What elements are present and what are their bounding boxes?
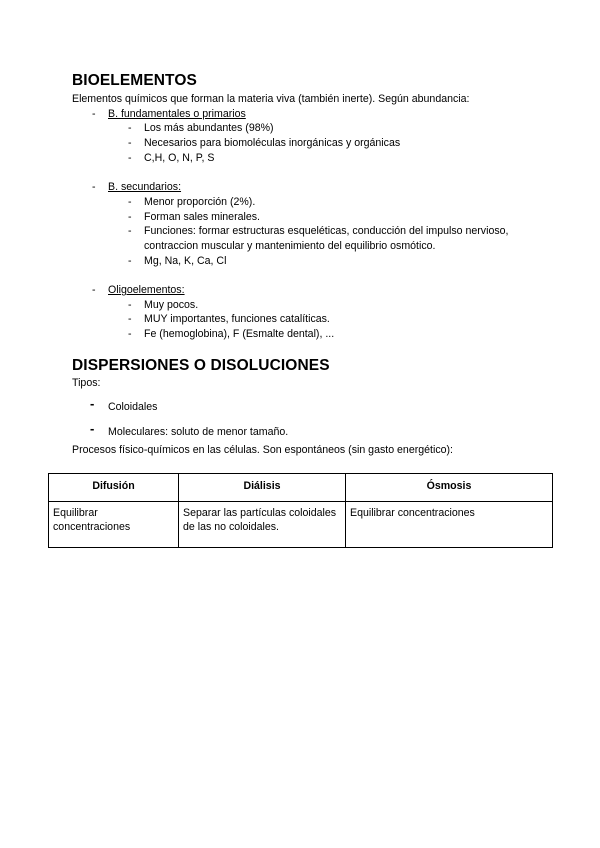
list-item: C,H, O, N, P, S bbox=[144, 152, 215, 164]
list-item: Los más abundantes (98%) bbox=[144, 122, 274, 134]
list-item: Forman sales minerales. bbox=[144, 211, 260, 223]
section-title-dispersiones: DISPERSIONES O DISOLUCIONES bbox=[72, 357, 330, 374]
tipo-item: Coloidales bbox=[108, 401, 158, 413]
table-cell-difusion: Equilibrar concentraciones bbox=[49, 502, 179, 548]
table-cell-dialisis: Separar las partículas coloidales de las no coloidales. bbox=[179, 502, 346, 548]
item-dash: - bbox=[128, 122, 132, 134]
tipo-item: Moleculares: soluto de menor tamaño. bbox=[108, 426, 289, 438]
tipos-label: Tipos: bbox=[72, 377, 101, 389]
item-dash: - bbox=[128, 152, 132, 164]
list-item: Necesarios para biomoléculas inorgánicas y orgánicas bbox=[144, 137, 401, 149]
table-cell-osmosis: Equilibrar concentraciones bbox=[346, 502, 553, 548]
column-header-dialisis: Diálisis bbox=[179, 474, 346, 502]
list-item: MUY importantes, funciones catalíticas. bbox=[144, 313, 330, 325]
bullet-dash: - bbox=[90, 421, 95, 436]
column-header-osmosis: Ósmosis bbox=[346, 474, 553, 502]
item-dash: - bbox=[128, 225, 132, 237]
table-row bbox=[49, 502, 553, 548]
item-dash: - bbox=[128, 137, 132, 149]
group-label-oligoelementos: Oligoelementos: bbox=[108, 284, 185, 296]
item-dash: - bbox=[128, 328, 132, 340]
list-item: Muy pocos. bbox=[144, 299, 199, 311]
list-item: Funciones: formar estructuras esqueléticas, conducción del impulso nervioso, bbox=[144, 225, 509, 237]
list-item-continuation: contraccion muscular y mantenimiento del equilibrio osmótico. bbox=[144, 240, 436, 252]
list-item: Fe (hemoglobina), F (Esmalte dental), ... bbox=[144, 328, 335, 340]
table-header-row bbox=[49, 474, 553, 502]
column-header-difusion: Difusión bbox=[49, 474, 179, 502]
group-label-secundarios: B. secundarios: bbox=[108, 181, 182, 193]
section-title-bioelementos: BIOELEMENTOS bbox=[72, 72, 197, 89]
item-dash: - bbox=[128, 196, 132, 208]
item-dash: - bbox=[128, 299, 132, 311]
group-dash: - bbox=[92, 284, 96, 296]
group-dash: - bbox=[92, 181, 96, 193]
group-label-fundamentales: B. fundamentales o primarios bbox=[108, 108, 246, 120]
item-dash: - bbox=[128, 255, 132, 267]
list-item: Menor proporción (2%). bbox=[144, 196, 256, 208]
processes-table bbox=[48, 473, 553, 548]
list-item: Mg, Na, K, Ca, Cl bbox=[144, 255, 227, 267]
group-dash: - bbox=[92, 108, 96, 120]
bioelementos-intro: Elementos químicos que forman la materia viva (también inerte). Según abundancia: bbox=[72, 93, 470, 105]
procesos-intro: Procesos físico-químicos en las células. Son espontáneos (sin gasto energético): bbox=[72, 444, 453, 456]
item-dash: - bbox=[128, 313, 132, 325]
item-dash: - bbox=[128, 211, 132, 223]
bullet-dash: - bbox=[90, 396, 95, 411]
